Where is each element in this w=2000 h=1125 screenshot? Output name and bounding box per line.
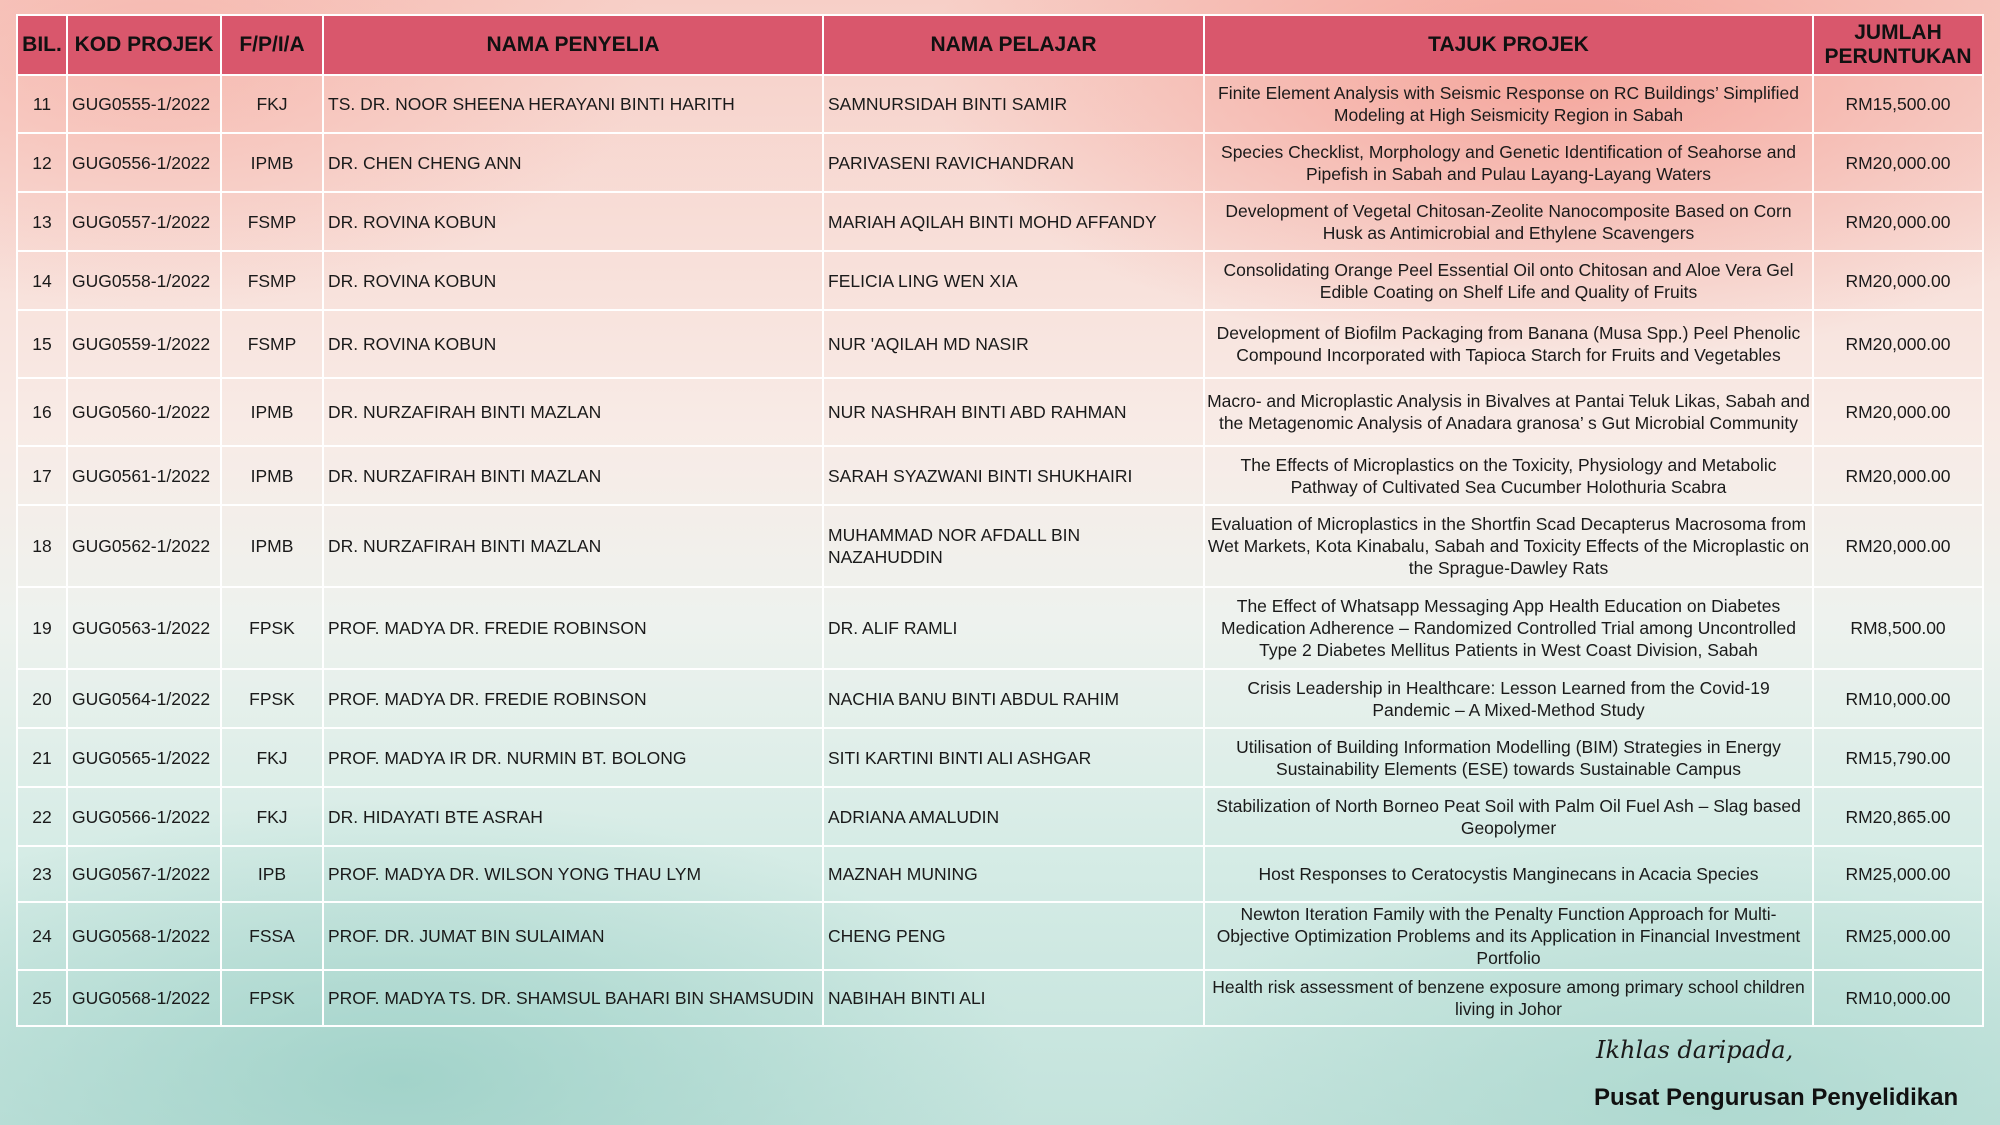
table-row (17, 787, 1983, 846)
table-row (17, 846, 1983, 902)
cell-fpia: IPMB (221, 133, 323, 192)
cell-nama-penyelia: PROF. MADYA DR. FREDIE ROBINSON (323, 587, 823, 669)
cell-jumlah-peruntukan: RM15,790.00 (1813, 728, 1983, 787)
cell-nama-penyelia: PROF. MADYA DR. FREDIE ROBINSON (323, 669, 823, 728)
header-kod-projek: KOD PROJEK (67, 15, 221, 75)
cell-tajuk-projek: Development of Vegetal Chitosan-Zeolite Nanocomposite Based on Corn Husk as Antimicrobial and Ethylene Scavengers (1204, 192, 1813, 251)
cell-bil: 14 (17, 251, 67, 310)
cell-fpia: IPMB (221, 505, 323, 587)
cell-nama-penyelia: DR. ROVINA KOBUN (323, 310, 823, 378)
cell-fpia: FKJ (221, 728, 323, 787)
cell-tajuk-projek: Health risk assessment of benzene exposure among primary school children living in Johor (1204, 970, 1813, 1026)
table-row (17, 446, 1983, 505)
cell-fpia: IPMB (221, 378, 323, 446)
cell-tajuk-projek: Development of Biofilm Packaging from Banana (Musa Spp.) Peel Phenolic Compound Incorporated with Tapioca Starch for Fruits and Vegetables (1204, 310, 1813, 378)
header-nama-pelajar: NAMA PELAJAR (823, 15, 1204, 75)
cell-nama-pelajar: CHENG PENG (823, 902, 1204, 970)
table-row (17, 378, 1983, 446)
cell-bil: 23 (17, 846, 67, 902)
cell-bil: 24 (17, 902, 67, 970)
table-body (17, 75, 1983, 1026)
cell-kod-projek: GUG0562-1/2022 (67, 505, 221, 587)
cell-kod-projek: GUG0558-1/2022 (67, 251, 221, 310)
cell-tajuk-projek: Crisis Leadership in Healthcare: Lesson Learned from the Covid-19 Pandemic – A Mixed-Method Study (1204, 669, 1813, 728)
cell-nama-pelajar: NUR NASHRAH BINTI ABD RAHMAN (823, 378, 1204, 446)
cell-jumlah-peruntukan: RM20,000.00 (1813, 310, 1983, 378)
cell-bil: 13 (17, 192, 67, 251)
cell-tajuk-projek: Finite Element Analysis with Seismic Response on RC Buildings’ Simplified Modeling at High Seismicity Region in Sabah (1204, 75, 1813, 133)
organization-name: Pusat Pengurusan Penyelidikan (1594, 1084, 1959, 1111)
cell-kod-projek: GUG0567-1/2022 (67, 846, 221, 902)
cell-nama-penyelia: DR. ROVINA KOBUN (323, 251, 823, 310)
cell-fpia: FSMP (221, 192, 323, 251)
cell-bil: 19 (17, 587, 67, 669)
cell-nama-pelajar: MAZNAH MUNING (823, 846, 1204, 902)
cell-fpia: FSMP (221, 251, 323, 310)
cell-nama-penyelia: TS. DR. NOOR SHEENA HERAYANI BINTI HARITH (323, 75, 823, 133)
cell-nama-pelajar: NABIHAH BINTI ALI (823, 970, 1204, 1026)
cell-nama-pelajar: SAMNURSIDAH BINTI SAMIR (823, 75, 1204, 133)
cell-bil: 20 (17, 669, 67, 728)
header-nama-penyelia: NAMA PENYELIA (323, 15, 823, 75)
cell-jumlah-peruntukan: RM10,000.00 (1813, 970, 1983, 1026)
cell-jumlah-peruntukan: RM20,000.00 (1813, 133, 1983, 192)
cell-kod-projek: GUG0565-1/2022 (67, 728, 221, 787)
cell-bil: 17 (17, 446, 67, 505)
cell-nama-pelajar: ADRIANA AMALUDIN (823, 787, 1204, 846)
cell-bil: 16 (17, 378, 67, 446)
cell-kod-projek: GUG0566-1/2022 (67, 787, 221, 846)
cell-fpia: FKJ (221, 75, 323, 133)
cell-fpia: FPSK (221, 669, 323, 728)
cell-tajuk-projek: Macro- and Microplastic Analysis in Bivalves at Pantai Teluk Likas, Sabah and the Metagenomic Analysis of Anadara granosa’ s Gut Microbial Community (1204, 378, 1813, 446)
cell-tajuk-projek: The Effects of Microplastics on the Toxicity, Physiology and Metabolic Pathway of Cultivated Sea Cucumber Holothuria Scabra (1204, 446, 1813, 505)
cell-fpia: FKJ (221, 787, 323, 846)
cell-kod-projek: GUG0557-1/2022 (67, 192, 221, 251)
cell-nama-penyelia: PROF. MADYA TS. DR. SHAMSUL BAHARI BIN SHAMSUDIN (323, 970, 823, 1026)
cell-nama-pelajar: MARIAH AQILAH BINTI MOHD AFFANDY (823, 192, 1204, 251)
cell-nama-pelajar: DR. ALIF RAMLI (823, 587, 1204, 669)
table-row (17, 192, 1983, 251)
cell-nama-penyelia: DR. NURZAFIRAH BINTI MAZLAN (323, 505, 823, 587)
cell-tajuk-projek: Consolidating Orange Peel Essential Oil onto Chitosan and Aloe Vera Gel Edible Coating on Shelf Life and Quality of Fruits (1204, 251, 1813, 310)
cell-fpia: FPSK (221, 587, 323, 669)
cell-nama-penyelia: PROF. MADYA IR DR. NURMIN BT. BOLONG (323, 728, 823, 787)
cell-kod-projek: GUG0559-1/2022 (67, 310, 221, 378)
cell-bil: 21 (17, 728, 67, 787)
cell-jumlah-peruntukan: RM20,865.00 (1813, 787, 1983, 846)
cell-bil: 22 (17, 787, 67, 846)
cell-fpia: FSSA (221, 902, 323, 970)
cell-tajuk-projek: Species Checklist, Morphology and Genetic Identification of Seahorse and Pipefish in Sabah and Pulau Layang-Layang Waters (1204, 133, 1813, 192)
cell-bil: 12 (17, 133, 67, 192)
cell-nama-penyelia: DR. NURZAFIRAH BINTI MAZLAN (323, 378, 823, 446)
header-bil: BIL. (17, 15, 67, 75)
table-row (17, 505, 1983, 587)
cell-kod-projek: GUG0568-1/2022 (67, 970, 221, 1026)
cell-jumlah-peruntukan: RM20,000.00 (1813, 192, 1983, 251)
cell-jumlah-peruntukan: RM10,000.00 (1813, 669, 1983, 728)
cell-bil: 15 (17, 310, 67, 378)
cell-fpia: FPSK (221, 970, 323, 1026)
header-jumlah-peruntukan: JUMLAH PERUNTUKAN (1813, 15, 1983, 75)
cell-jumlah-peruntukan: RM15,500.00 (1813, 75, 1983, 133)
cell-fpia: IPB (221, 846, 323, 902)
cell-tajuk-projek: Evaluation of Microplastics in the Shortfin Scad Decapterus Macrosoma from Wet Markets, Kota Kinabalu, Sabah and Toxicity Effects of the Microplastic on the Sprague-Dawley Rats (1204, 505, 1813, 587)
cell-nama-pelajar: SITI KARTINI BINTI ALI ASHGAR (823, 728, 1204, 787)
table-row (17, 251, 1983, 310)
cell-nama-pelajar: SARAH SYAZWANI BINTI SHUKHAIRI (823, 446, 1204, 505)
cell-kod-projek: GUG0560-1/2022 (67, 378, 221, 446)
allocation-table (16, 14, 1984, 1027)
cell-fpia: IPMB (221, 446, 323, 505)
cell-nama-penyelia: DR. NURZAFIRAH BINTI MAZLAN (323, 446, 823, 505)
cell-kod-projek: GUG0555-1/2022 (67, 75, 221, 133)
cell-nama-pelajar: NACHIA BANU BINTI ABDUL RAHIM (823, 669, 1204, 728)
cell-kod-projek: GUG0556-1/2022 (67, 133, 221, 192)
table-row (17, 970, 1983, 1026)
cell-jumlah-peruntukan: RM20,000.00 (1813, 378, 1983, 446)
table-row (17, 587, 1983, 669)
cell-nama-pelajar: PARIVASENI RAVICHANDRAN (823, 133, 1204, 192)
cell-bil: 11 (17, 75, 67, 133)
cell-tajuk-projek: Newton Iteration Family with the Penalty Function Approach for Multi-Objective Optimization Problems and its Application in Financial Investment Portfolio (1204, 902, 1813, 970)
cell-bil: 18 (17, 505, 67, 587)
cell-jumlah-peruntukan: RM20,000.00 (1813, 446, 1983, 505)
table-row (17, 902, 1983, 970)
cell-tajuk-projek: Host Responses to Ceratocystis Manginecans in Acacia Species (1204, 846, 1813, 902)
cell-nama-penyelia: PROF. MADYA DR. WILSON YONG THAU LYM (323, 846, 823, 902)
table-row (17, 669, 1983, 728)
cell-nama-pelajar: FELICIA LING WEN XIA (823, 251, 1204, 310)
cell-nama-penyelia: PROF. DR. JUMAT BIN SULAIMAN (323, 902, 823, 970)
cell-jumlah-peruntukan: RM20,000.00 (1813, 251, 1983, 310)
table-row (17, 75, 1983, 133)
cell-nama-penyelia: DR. ROVINA KOBUN (323, 192, 823, 251)
cell-jumlah-peruntukan: RM25,000.00 (1813, 902, 1983, 970)
cell-jumlah-peruntukan: RM8,500.00 (1813, 587, 1983, 669)
cell-kod-projek: GUG0568-1/2022 (67, 902, 221, 970)
cell-nama-penyelia: DR. HIDAYATI BTE ASRAH (323, 787, 823, 846)
cell-kod-projek: GUG0561-1/2022 (67, 446, 221, 505)
table-row (17, 728, 1983, 787)
cell-nama-penyelia: DR. CHEN CHENG ANN (323, 133, 823, 192)
cell-jumlah-peruntukan: RM25,000.00 (1813, 846, 1983, 902)
cell-nama-pelajar: MUHAMMAD NOR AFDALL BIN NAZAHUDDIN (823, 505, 1204, 587)
table-row (17, 133, 1983, 192)
table-header-row (17, 15, 1983, 75)
cell-tajuk-projek: Utilisation of Building Information Modelling (BIM) Strategies in Energy Sustainability Elements (ESE) towards Sustainable Campus (1204, 728, 1813, 787)
header-tajuk-projek: TAJUK PROJEK (1204, 15, 1813, 75)
table-row (17, 310, 1983, 378)
cell-fpia: FSMP (221, 310, 323, 378)
header-fpia: F/P/I/A (221, 15, 323, 75)
cell-jumlah-peruntukan: RM20,000.00 (1813, 505, 1983, 587)
cell-kod-projek: GUG0564-1/2022 (67, 669, 221, 728)
cell-nama-pelajar: NUR 'AQILAH MD NASIR (823, 310, 1204, 378)
cell-tajuk-projek: Stabilization of North Borneo Peat Soil with Palm Oil Fuel Ash – Slag based Geopolymer (1204, 787, 1813, 846)
closing-signature: Ikhlas daripada, (1596, 1036, 1794, 1064)
cell-bil: 25 (17, 970, 67, 1026)
cell-kod-projek: GUG0563-1/2022 (67, 587, 221, 669)
cell-tajuk-projek: The Effect of Whatsapp Messaging App Health Education on Diabetes Medication Adherence – Randomized Controlled Trial among Uncontrolled Type 2 Diabetes Mellitus Patients in West Coast Division, Sabah (1204, 587, 1813, 669)
